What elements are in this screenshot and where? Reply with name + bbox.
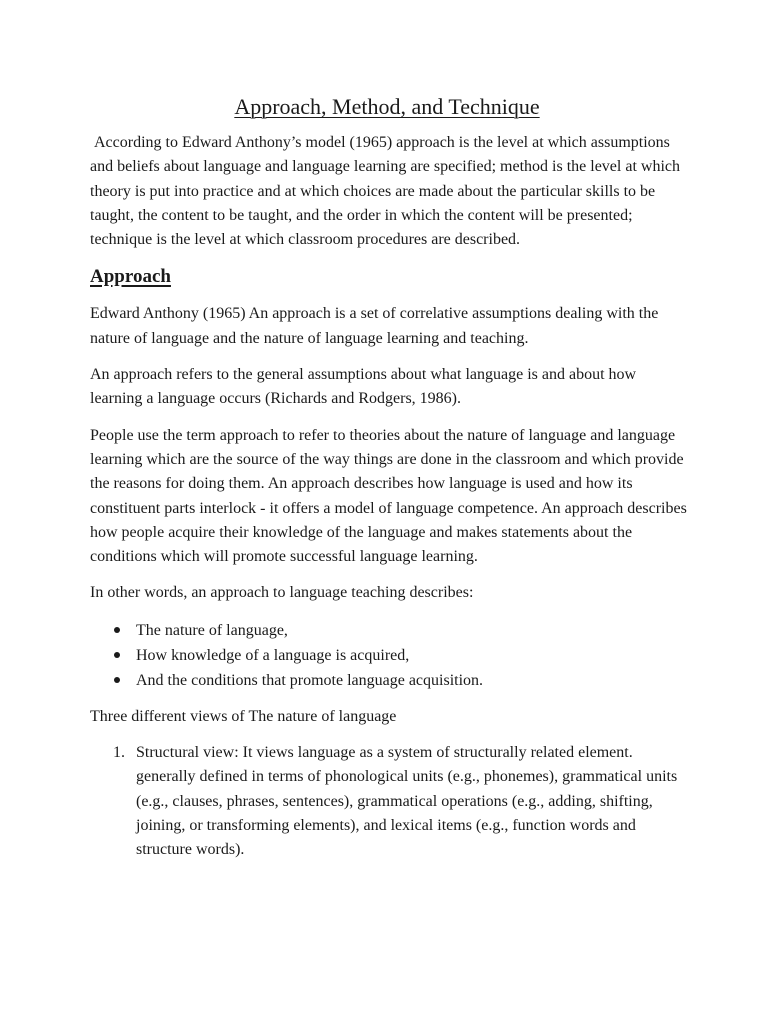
list-item bbox=[90, 741, 690, 862]
list-item bbox=[90, 668, 690, 693]
list-item bbox=[90, 643, 690, 668]
paragraph-anthony-definition: Edward Anthony (1965) An approach is a set of correlative assumptions dealing with the nature of language and the nature of language learning and teaching. bbox=[90, 305, 659, 347]
list-item-text: And the conditions that promote language acquisition. bbox=[136, 671, 484, 689]
list-item-number: 1. bbox=[113, 744, 125, 762]
list-item bbox=[90, 618, 690, 643]
list-item-text: The nature of language, bbox=[136, 621, 288, 639]
views-numbered-list bbox=[90, 741, 690, 862]
paragraph-richards-rodgers: An approach refers to the general assumptions about what language is and about how learning a language occurs (Richards and Rodgers, 1986). bbox=[90, 366, 637, 408]
approach-bullet-list bbox=[90, 618, 690, 693]
document-title: Approach, Method, and Technique bbox=[234, 94, 540, 119]
bullet-icon bbox=[114, 652, 120, 658]
section-heading-approach: Approach bbox=[90, 266, 171, 288]
list-item-text: How knowledge of a language is acquired, bbox=[136, 646, 410, 664]
paragraph-theories: People use the term approach to refer to theories about the nature of language and language learning which are the source of the way things are done in the classroom and which provide the reasons for doing them. An approach describes how language is used and how its constituent parts interlock - it offers a model of language competence. An approach describes how people acquire their knowledge of the language and makes statements about the conditions which will promote successful language learning. bbox=[90, 426, 687, 566]
bullet-icon bbox=[114, 677, 120, 683]
bullet-icon bbox=[114, 627, 120, 633]
document-page bbox=[90, 92, 690, 863]
paragraph-in-other-words: In other words, an approach to language teaching describes: bbox=[90, 584, 474, 602]
list-item-text: Structural view: It views language as a system of structurally related element. generally defined in terms of phonological units (e.g., phonemes), grammatical units (e.g., clauses, phrases, sentences), grammatical operations (e.g., adding, shifting, joining, or transforming elements), and lexical items (e.g., function words and structure words). bbox=[136, 744, 678, 859]
intro-paragraph: According to Edward Anthony’s model (1965) approach is the level at which assumptions and beliefs about language and language learning are specified; method is the level at which theory is put into practice and at which choices are made about the particular skills to be taught, the content to be taught, and the order in which the content will be presented; technique is the level at which classroom procedures are described. bbox=[90, 134, 680, 249]
views-intro: Three different views of The nature of language bbox=[90, 707, 397, 725]
